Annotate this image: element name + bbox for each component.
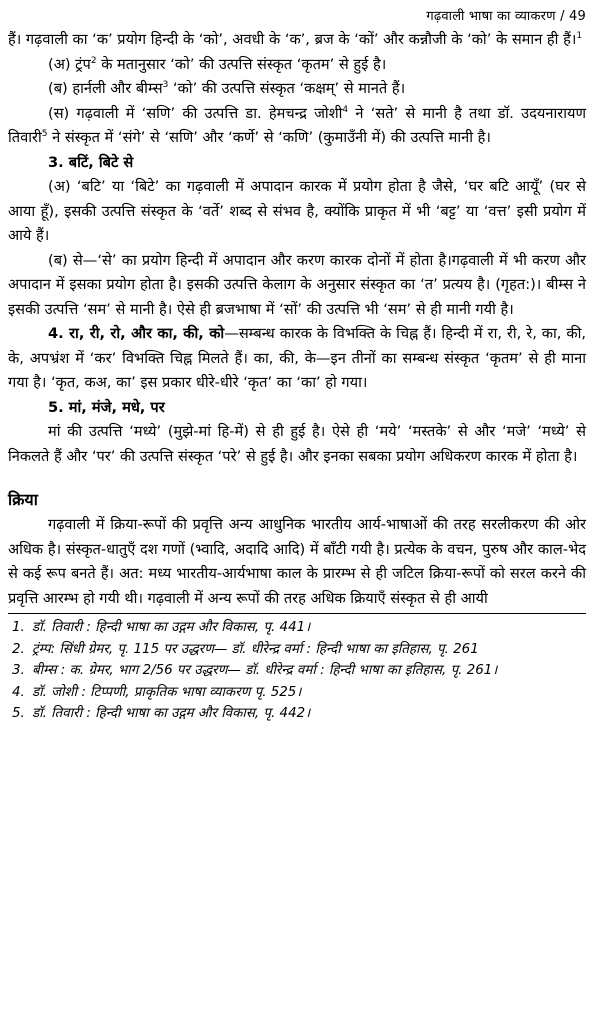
footnote-marker: 3 [162, 80, 169, 91]
section-heading: क्रिया [8, 490, 38, 509]
paragraph [8, 102, 586, 151]
footnote-text: ट्रंम्प: सिंधी ग्रेमर, पृ. 115 पर उद्धरण— डॉ. धीरेन्द्र वर्मा : हिन्दी भाषा का इतिहास, पृ. 261 [32, 641, 479, 657]
footnote-item [8, 682, 586, 704]
subheading: 5. मां, मंजे, मधे, पर [48, 398, 165, 416]
footnote-item [8, 617, 586, 639]
footnote-marker: 1 [576, 31, 583, 42]
page-number: 49 [569, 9, 586, 24]
paragraph-text: —सम्बन्ध कारक के विभक्ति के चिह्न हैं। हिन्दी में रा, री, रे, का, की, के, अपभ्रंश में ‘कर’ विभक्ति चिह्न मिलते हैं। का, की, के—इन तीनों का सम्बन्ध संस्कृत ‘कृतम’ से ही माना गया है। ‘कृत, कअ, का’ इस प्रकार धीरे-धीरे ‘कृत’ का ‘का’ हो गया। [8, 325, 586, 391]
paragraph [8, 77, 586, 102]
footnote-number: 4. [12, 684, 25, 700]
paragraph: (अ) ‘बटि’ या ‘बिटे’ का गढ़वाली में अपादान कारक में प्रयोग होता है जैसे, ‘घर बटि आयूँ’ (घर से आया हूँ), इसकी उत्पत्ति संस्कृत के ‘वर्ते’ शब्द से संभव है, क्योंकि प्राकृत में भी ‘बट्ट’ या ‘वत्त’ इसी प्रयोग में आये हैं। [8, 178, 586, 244]
paragraph-text: ‘को’ की उत्पत्ति संस्कृत ‘कक्षम्’ से मानते हैं। [168, 80, 406, 97]
paragraph-text: ने संस्कृत में ‘संगे’ से ‘सणि’ और ‘कर्णे’ से ‘कणि’ (कुमाउँनी में) की उत्पत्ति मानी है। [47, 129, 491, 146]
paragraph [8, 53, 586, 78]
footnote-text: डॉ. जोशी : टिप्पणी, प्राकृतिक भाषा व्याकरण पृ. 525। [32, 684, 302, 700]
footnote-item [8, 703, 586, 725]
footnotes [8, 617, 586, 725]
paragraph-text: हैं। गढ़वाली का ‘क’ प्रयोग हिन्दी के ‘को’, अवधी के ‘क’, ब्रज के ‘कों’ और कन्नौजी के ‘को’ के समान ही हैं। [8, 31, 577, 48]
footnote-item [8, 660, 586, 682]
footnote-text: डॉ. तिवारी : हिन्दी भाषा का उद्गम और विकास, पृ. 442। [32, 706, 311, 721]
footnote-marker: 2 [90, 55, 97, 66]
footnote-text: बीम्स : क. ग्रेमर, भाग 2/56 पर उद्धरण— डॉ. धीरेन्द्र वर्मा : हिन्दी भाषा का इतिहास, पृ. 261। [32, 663, 498, 678]
footnote-text: डॉ. तिवारी : हिन्दी भाषा का उद्गम और विकास, पृ. 441। [32, 620, 311, 635]
paragraph-text: (अ) ट्रंप [48, 55, 91, 73]
footnote-number: 1. [12, 620, 25, 635]
running-header [8, 0, 586, 28]
subheading: 3. बटिं, बिटे से [48, 153, 134, 171]
paragraph-text: (स) गढ़वाली में ‘सणि’ की उत्पत्ति डा. हेमचन्द्र जोशी [48, 104, 343, 122]
running-title: गढ़वाली भाषा का व्याकरण [426, 9, 556, 24]
runin-heading: 4. रा, री, रो, और का, की, को [48, 325, 225, 342]
paragraph: गढ़वाली में क्रिया-रूपों की प्रवृत्ति अन्य आधुनिक भारतीय आर्य-भाषाओं की तरह सरलीकरण की ओर अधिक है। संस्कृत-धातुएँ दश गणों (भ्वादि, अदादि आदि) में बाँटी गयी है। प्रत्येक के वचन, पुरुष और काल-भेद से कई रूप बनते हैं। अत: मध्य भारतीय-आर्यभाषा काल के प्रारम्भ से ही जटिल क्रिया-रूपों को सरल करने की प्रवृत्ति आरम्भ हो गयी थी। गढ़वाली में अन्य रूपों की तरह अधिक क्रियाएँ संस्कृत से ही आयी [8, 516, 586, 607]
footnote-item [8, 639, 586, 661]
paragraph-text: ने ‘सते’ से मानी है तथा डॉ. उदयनारायण तिवारी [8, 104, 586, 146]
footnote-divider [8, 613, 586, 614]
paragraph-text: (ब) हार्नली और बीम्स [48, 80, 163, 97]
footnote-number: 3. [12, 663, 25, 678]
footnote-number: 5. [12, 706, 25, 721]
footnote-marker: 5 [41, 129, 48, 140]
footnote-marker: 4 [342, 104, 349, 115]
footnote-number: 2. [12, 641, 25, 657]
paragraph [8, 322, 586, 396]
body-text [8, 28, 586, 611]
paragraph: मां की उत्पत्ति ‘मध्ये’ (मुझे-मां हि-में) से ही हुई है। ऐसे ही ‘मये’ ‘मस्तके’ से और ‘मजे’ ‘मध्ये’ से निकलते हैं और ‘पर’ की उत्पत्ति संस्कृत ‘परे’ से हुई है। और इनका सबका प्रयोग अधिकरण कारक में होता है। [8, 423, 586, 465]
paragraph [8, 28, 586, 53]
header-separator: / [560, 9, 565, 24]
paragraph-text: के मतानुसार ‘को’ की उत्पत्ति संस्कृत ‘कृतम’ से हुई है। [96, 55, 387, 73]
paragraph: (ब) से—‘से’ का प्रयोग हिन्दी में अपादान और करण कारक दोनों में होता है।गढ़वाली में भी करण और अपादान में इसका प्रयोग होता है। इसकी उत्पत्ति केलाग के अनुसार संस्कृत का ‘त’ प्रत्यय है। (गृहत:)। बीम्स ने इसकी उत्पत्ति ‘सम’ से मानी है। ऐसे ही ब्रजभाषा में ‘सों’ की उत्पत्ति भी ‘सम’ से ही मानी गयी है। [8, 251, 586, 318]
